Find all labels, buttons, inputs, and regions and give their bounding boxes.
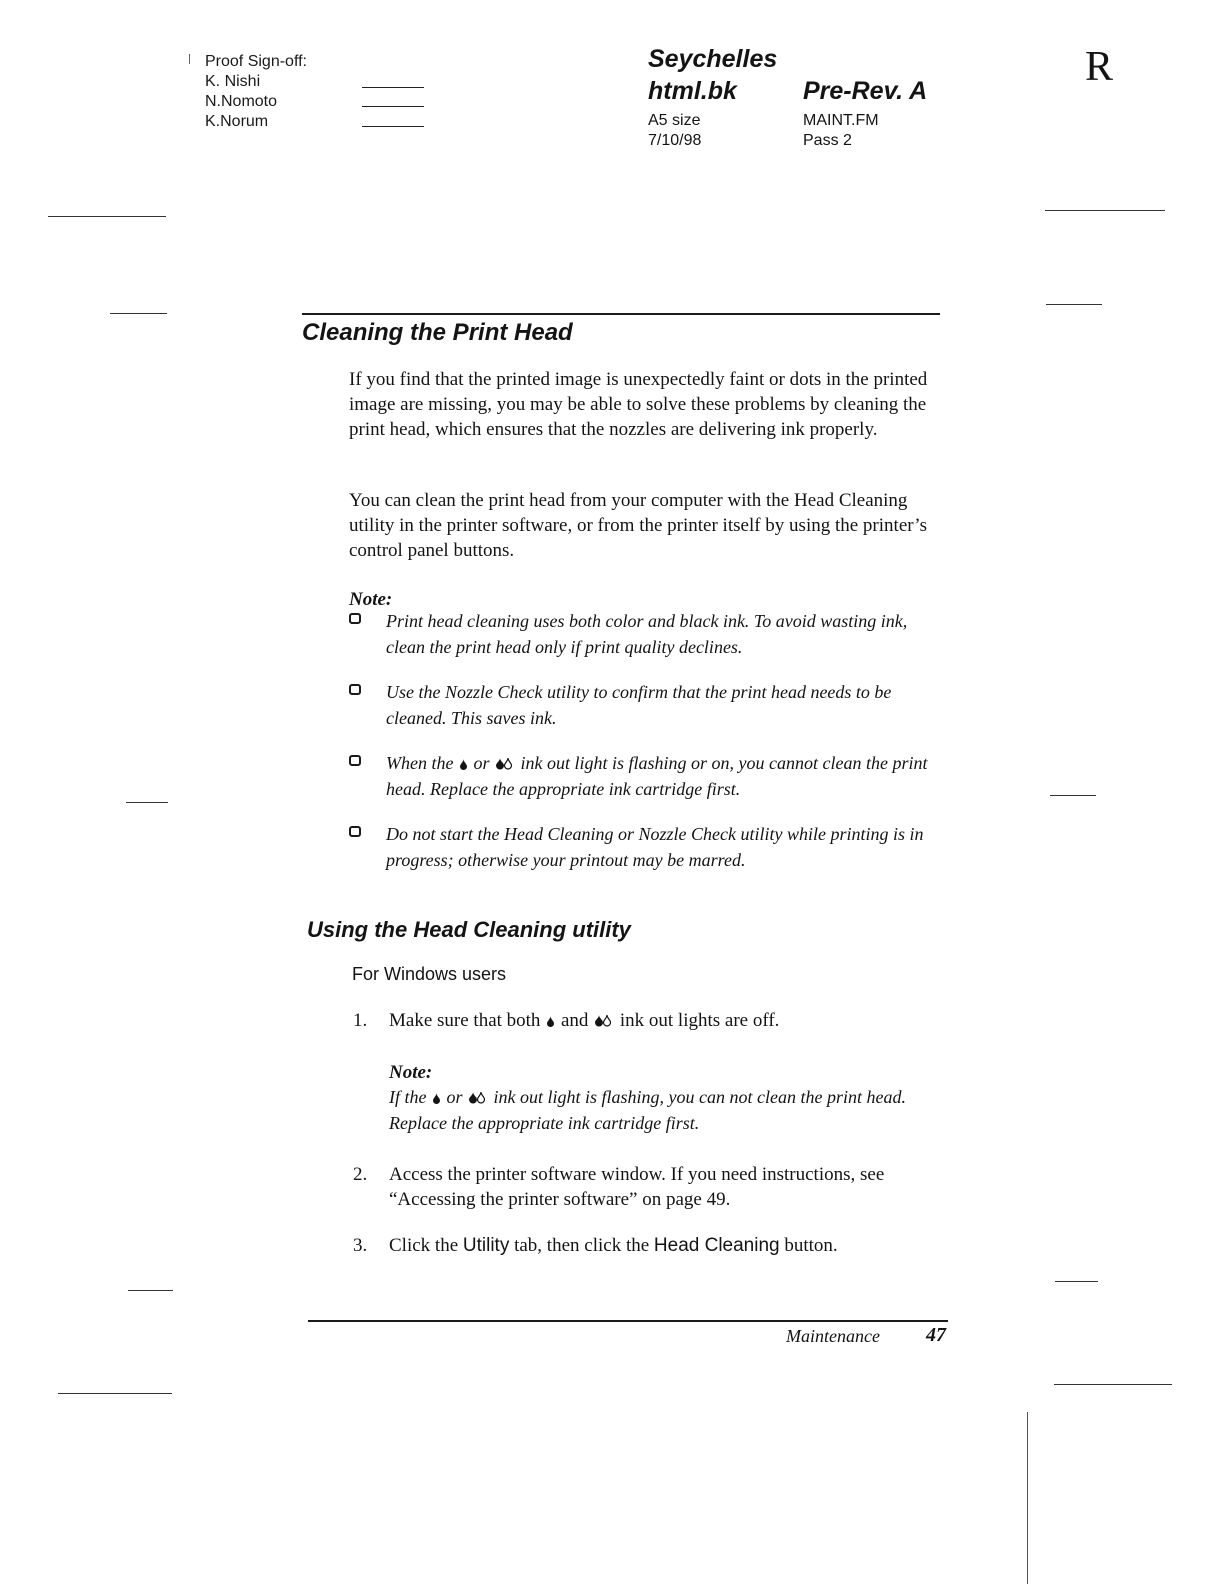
crop-mark [110,313,167,314]
signer-name: K.Norum [205,113,269,130]
step-text-part: button. [784,1235,838,1256]
crop-mark [1050,795,1096,796]
step-number: 2. [353,1164,368,1185]
step-text-part: ink out lights are off. [619,1010,780,1031]
note-text-part: ink out light is flashing or on, you cannot clean the print head. Replace the appropriate ink cartridge first. [386,753,928,799]
checkbox-bullet-icon [349,826,361,837]
utility-tab-label: Utility [462,1235,510,1256]
signer-name: N.Nomoto [205,93,278,110]
file-name: MAINT.FM [803,112,879,129]
step-note [389,1062,949,1136]
checkbox-bullet-icon [349,755,361,766]
section-rule [302,313,940,315]
pass-label: Pass 2 [803,132,852,149]
note-text: Use the Nozzle Check utility to confirm that the print head needs to be cleaned. This saves ink. [386,682,892,728]
platform-label: For Windows users [352,964,507,984]
crop-mark [1046,304,1102,305]
checkbox-bullet-icon [349,684,361,695]
note-text-part: or [446,1087,463,1107]
book-name: html.bk [648,77,737,105]
crop-mark [58,1393,172,1394]
margin-tick [189,54,190,64]
step-item [353,1233,953,1258]
step-note-text [389,1084,949,1136]
note-item [349,821,949,873]
color-ink-icon [595,1014,613,1027]
signature-line [362,126,424,127]
intro-paragraph: If you find that the printed image is unexpectedly faint or dots in the printed image are missing, you may be able to solve these problems by cleaning the print head, which ensures that the nozzles are delivering ink properly. [349,369,928,440]
note-item [349,750,949,802]
page-size: A5 size [648,112,701,129]
page-number: 47 [926,1324,946,1346]
crop-mark [1054,1384,1172,1385]
note-text [386,750,946,802]
note-item [349,608,949,660]
step-text [389,1233,949,1258]
step-item [353,1008,953,1033]
signature-line [362,106,424,107]
crop-mark [1045,210,1165,211]
proof-date: 7/10/98 [648,132,702,149]
crop-mark-vertical [1027,1412,1028,1584]
method-paragraph: You can clean the print head from your computer with the Head Cleaning utility in the printer software, or from the printer itself by using the printer’s control panel buttons. [349,490,927,561]
step-number: 1. [353,1010,368,1031]
signature-line [362,87,424,88]
black-ink-drop-icon [433,1093,440,1104]
crop-mark [128,1290,173,1291]
step-text-part: Click the [389,1235,459,1256]
head-cleaning-button-label: Head Cleaning [653,1235,780,1256]
footer-section-name: Maintenance [786,1326,880,1346]
section-title: Cleaning the Print Head [302,319,573,346]
note-item [349,679,949,731]
subsection-title: Using the Head Cleaning utility [307,917,631,942]
footer-rule [308,1320,948,1322]
note-text-part: When the [386,753,454,773]
crop-mark [48,216,166,217]
signer-name: K. Nishi [205,73,261,90]
crop-mark [1055,1281,1098,1282]
color-ink-icon [469,1091,487,1104]
note-text-part: If the [389,1087,427,1107]
color-ink-icon [496,757,514,770]
step-number: 3. [353,1235,368,1256]
note-text: Do not start the Head Cleaning or Nozzle Check utility while printing is in progress; otherwise your printout may be marred. [386,824,924,870]
note-text: Print head cleaning uses both color and black ink. To avoid wasting ink, clean the print head only if print quality declines. [386,611,908,657]
signoff-title: Proof Sign-off: [205,53,307,70]
step-text-part: and [560,1010,589,1031]
checkbox-bullet-icon [349,613,361,624]
step-text: Access the printer software window. If you need instructions, see “Accessing the printer software” on page 49. [389,1164,885,1210]
crop-mark [126,802,168,803]
project-name: Seychelles [648,45,778,73]
note-text-part: or [473,753,490,773]
step-text [389,1008,949,1033]
black-ink-drop-icon [547,1016,554,1027]
black-ink-drop-icon [460,759,467,770]
note-text-part: ink out light is flashing, you can not clean the print head. Replace the appropriate ink cartridge first. [389,1087,906,1133]
step-item [353,1162,953,1212]
revision-letter: R [1085,44,1114,90]
note-label: Note: [349,589,393,610]
step-text-part: tab, then click the [514,1235,650,1256]
note-label: Note: [389,1062,433,1083]
revision-label: Pre-Rev. A [803,77,928,105]
step-text-part: Make sure that both [389,1010,541,1031]
proof-signoff [205,52,307,132]
